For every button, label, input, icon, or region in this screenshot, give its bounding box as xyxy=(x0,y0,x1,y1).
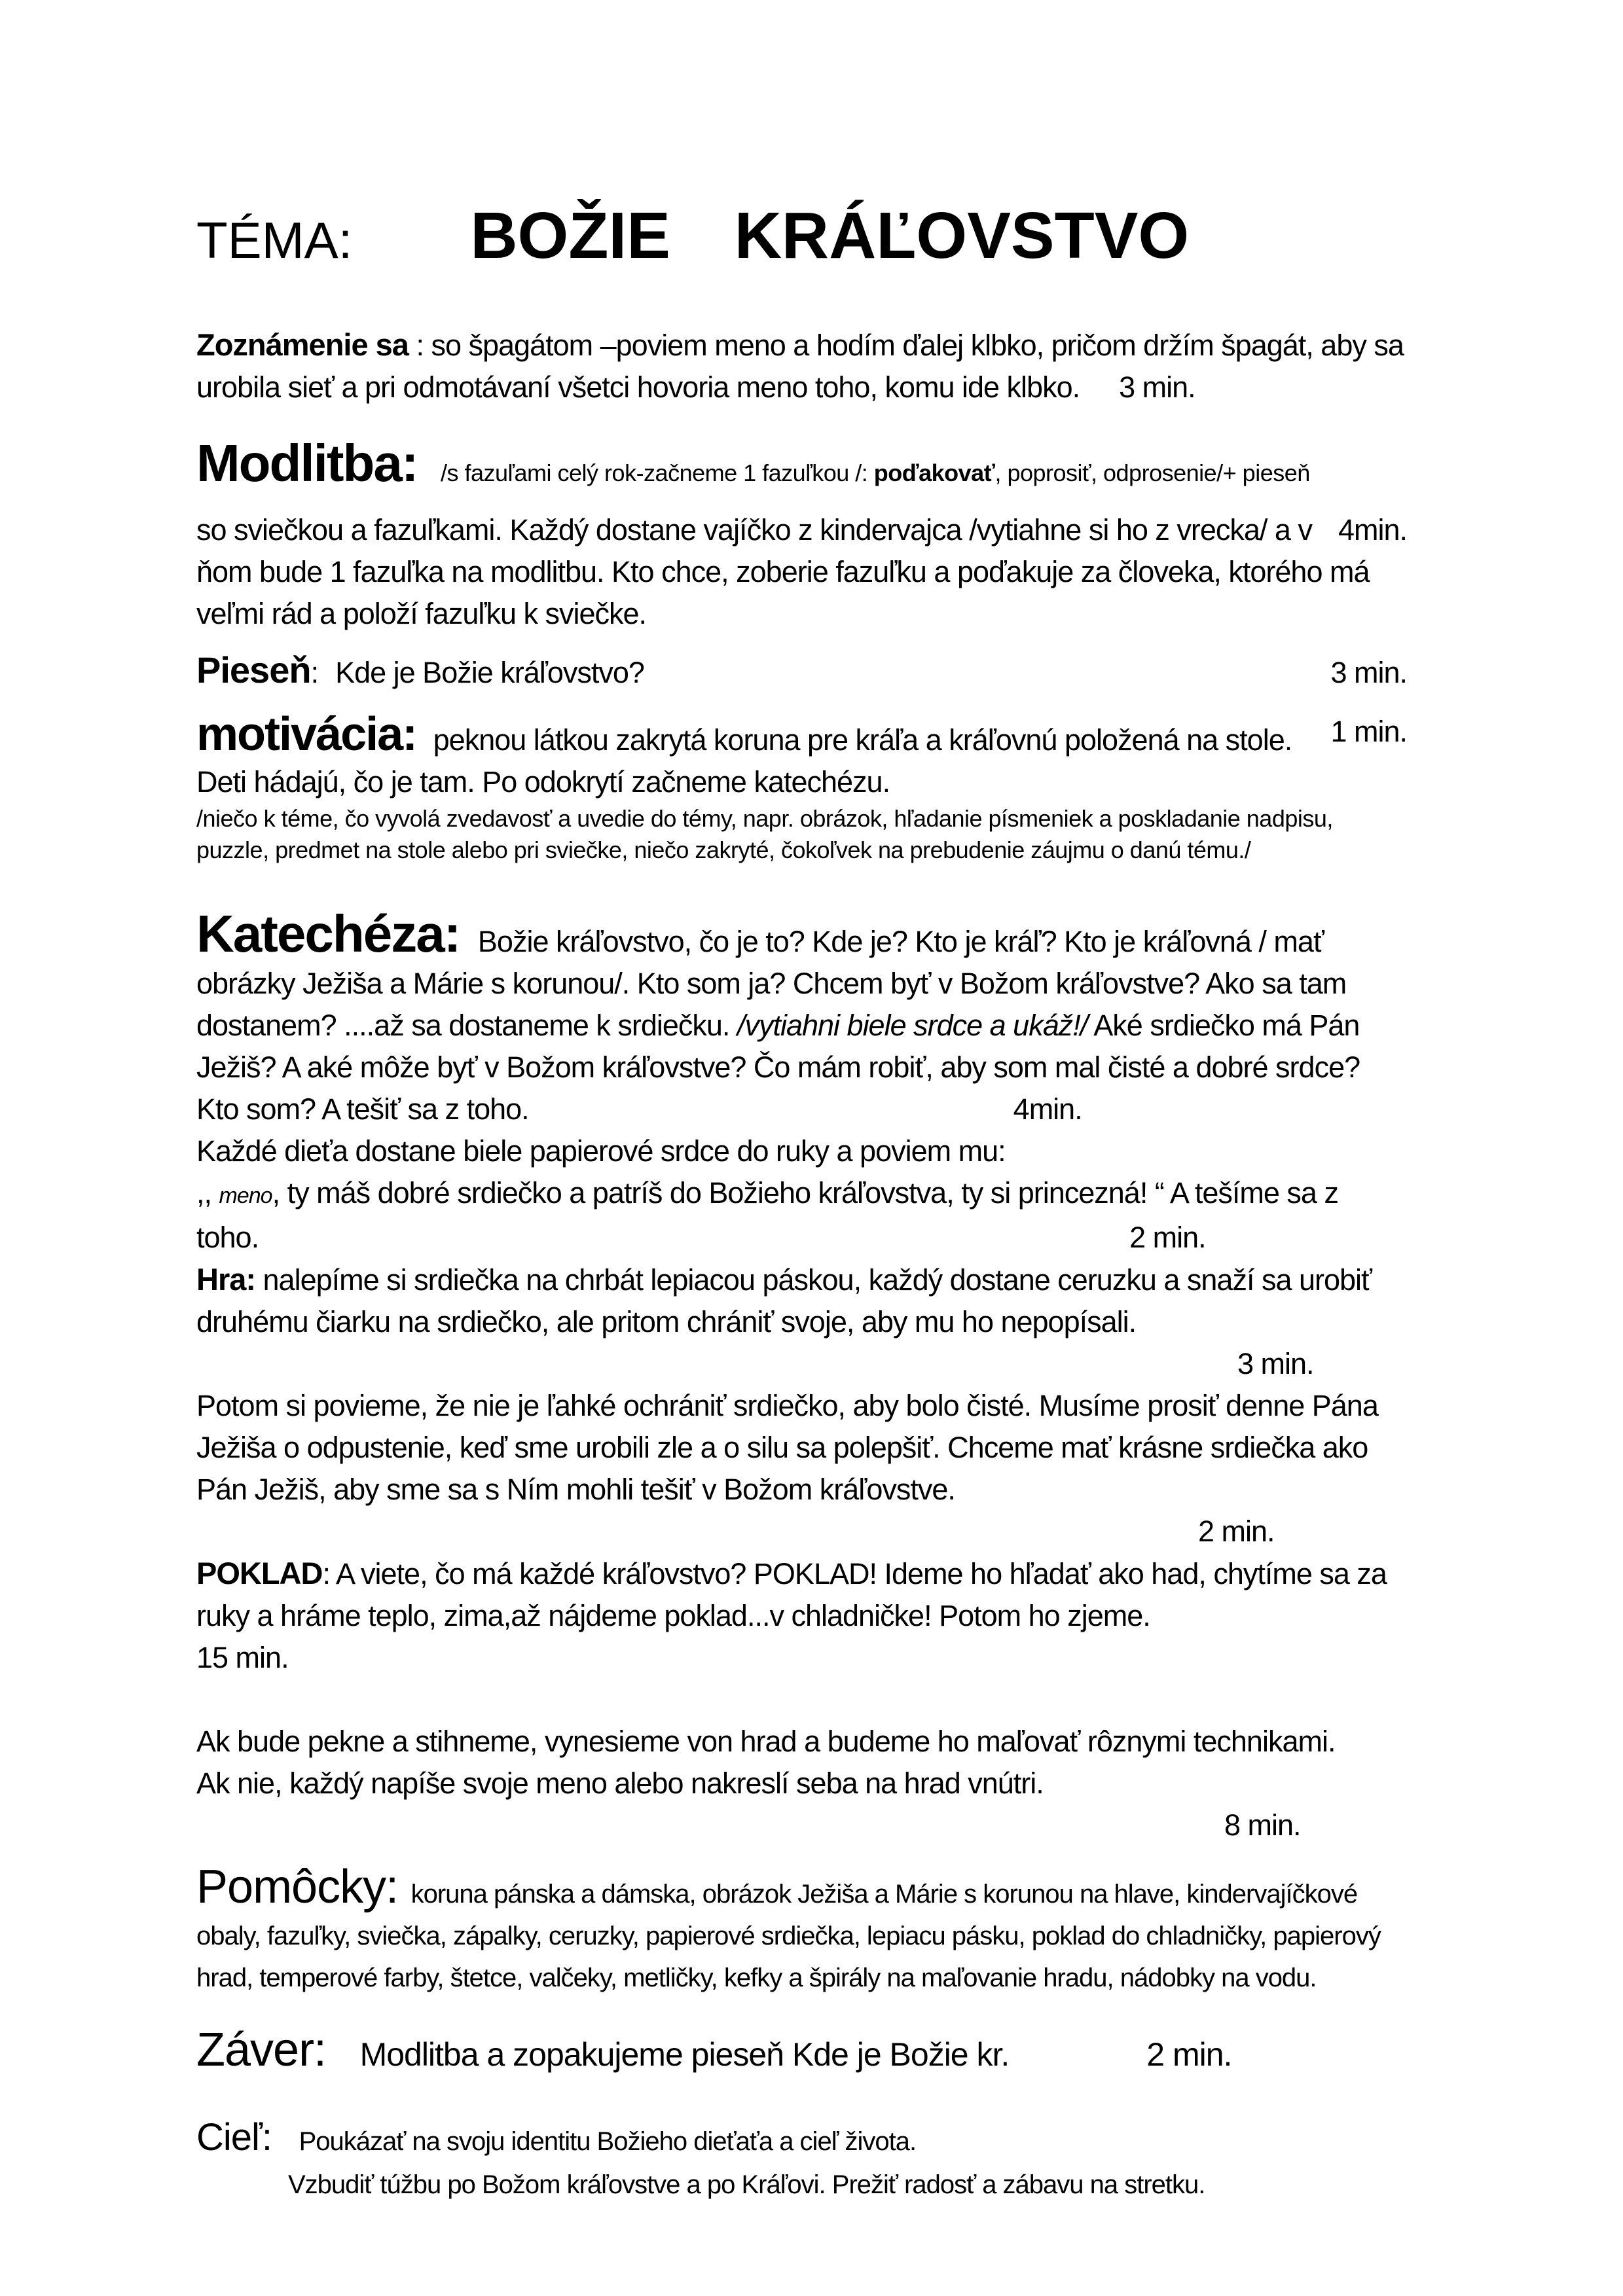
quote-last-word: toho. xyxy=(196,1221,259,1254)
motivacia-heading: motivácia: xyxy=(196,708,417,761)
katecheza-duration: 4min. xyxy=(1013,1092,1082,1126)
zaver-duration: 2 min. xyxy=(1146,2036,1232,2073)
potom-duration-line xyxy=(196,1511,1407,1552)
poklad-heading: POKLAD xyxy=(196,1556,323,1590)
potom-duration: 2 min. xyxy=(1198,1515,1275,1548)
poklad-body: : A viete, čo má každé kráľovstvo? POKLAD! Ideme ho hľadať ako had, chytíme sa za ruky a hráme teplo, zima,až nájdeme poklad...v chladničke! Potom ho zjeme. xyxy=(196,1557,1387,1632)
modlitba-note-pre: /s fazuľami celý rok-začneme 1 fazuľkou /: xyxy=(440,459,874,486)
section-hra xyxy=(196,1259,1407,1343)
katecheza-body-italic: /vytiahni biele srdce a ukáž!/ xyxy=(737,1009,1088,1042)
zoznamenie-separator: : xyxy=(408,329,431,362)
zaver-heading: Záver: xyxy=(196,2024,327,2076)
quote-meno-placeholder: meno xyxy=(219,1183,272,1208)
section-katecheza xyxy=(196,905,1407,1130)
section-ciel xyxy=(196,2116,1407,2206)
katecheza-line2-text: Každé dieťa dostane biele papierové srdce do ruky a poviem mu: xyxy=(196,1134,1006,1168)
katecheza-heading: Katechéza: xyxy=(196,905,460,963)
katecheza-body-1: Božie kráľovstvo, čo je to? Kde je? Kto je kráľ? Kto je kráľovná / mať obrázky Ježiša a Márie s korunou/. Kto som ja? Chcem byť v Božom kráľovstve? Ako sa tam dostanem? ....až sa dostaneme k srdiečku. xyxy=(196,925,1347,1042)
section-poklad xyxy=(196,1552,1407,1637)
pomocky-heading: Pomôcky: xyxy=(196,1861,399,1913)
ciel-line2: Vzbudiť túžbu po Božom kráľovstve a po Kráľovi. Prežiť radosť a zábavu na stretku. xyxy=(288,2170,1205,2199)
hra-duration: 3 min. xyxy=(1237,1347,1314,1380)
pomocky-body: koruna pánska a dámska, obrázok Ježiša a Márie s korunou na hlave, kindervajíčkové obaly, fazuľky, sviečka, zápalky, ceruzky, papierové srdiečka, lepiacu pásku, poklad do chladničky, papierový hrad, temperové farby, štetce, valčeky, metličky, kefky a špirály na maľovanie hradu, nádobky na vodu. xyxy=(196,1880,1381,1992)
ciel-heading: Cieľ: xyxy=(196,2116,272,2159)
katecheza-quote xyxy=(196,1172,1407,1217)
modlitba-note-post: , poprosiť, odprosenie/+ pieseň xyxy=(994,459,1310,486)
piesen-duration: 3 min. xyxy=(1330,656,1407,689)
quote-open-mark: ,, xyxy=(196,1176,219,1210)
piesen-body: Kde je Božie kráľovstvo? xyxy=(335,656,644,689)
section-potom xyxy=(196,1385,1407,1511)
section-motivacia xyxy=(196,708,1407,803)
hrad-duration-line xyxy=(196,1804,1407,1846)
hra-duration-line xyxy=(196,1343,1407,1385)
quote-rest: , ty máš dobré srdiečko a patríš do Božieho kráľovstva, ty si princezná! “ A tešíme sa z xyxy=(272,1176,1338,1210)
hrad-body-1: Ak bude pekne a stihneme, vynesieme von hrad a budeme ho maľovať rôznymi technikami. xyxy=(196,1725,1336,1758)
motivacia-note xyxy=(196,803,1407,866)
title-row xyxy=(196,199,1407,272)
tema-label: TÉMA: xyxy=(196,211,353,269)
modlitba-note-bold: poďakovať xyxy=(873,459,995,486)
hra-heading: Hra: xyxy=(196,1262,256,1297)
section-modlitba-heading xyxy=(196,434,1407,492)
motivacia-body: peknou látkou zakrytá koruna pre kráľa a kráľovnú položená na stole. Deti hádajú, čo je tam. Po odokrytí začneme katechézu. xyxy=(196,723,1292,798)
section-pomocky xyxy=(196,1863,1407,1998)
poklad-duration-line xyxy=(196,1637,1407,1679)
katecheza-quote-lastline xyxy=(196,1217,1407,1259)
piesen-heading: Pieseň xyxy=(196,649,311,691)
modlitba-body: so sviečkou a fazuľkami. Každý dostane vajíčko z kindervajca /vytiahne si ho z vrecka/ a v ňom bude 1 fazuľka na modlitbu. Kto chce, zoberie fazuľku a poďakuje za človeka, ktorého má veľmi rád a položí fazuľku k sviečke. xyxy=(196,513,1370,630)
page-title: BOŽIE KRÁĽOVSTVO xyxy=(470,199,1190,272)
section-piesen xyxy=(196,649,1407,694)
section-zoznamenie xyxy=(196,324,1407,408)
modlitba-heading: Modlitba: xyxy=(196,434,418,492)
zoznamenie-body: so špagátom –poviem meno a hodím ďalej klbko, pričom držím špagát, aby sa urobila sieť a pri odmotávaní všetci hovoria meno toho, komu ide klbko. xyxy=(196,329,1404,404)
potom-body: Potom si povieme, že nie je ľahké ochrániť srdiečko, aby bolo čisté. Musíme prosiť denne Pána Ježiša o odpustenie, keď sme urobili zle a o silu sa polepšiť. Chceme mať krásne srdiečka ako Pán Ježiš, aby sme sa s Ním mohli tešiť v Božom kráľovstve. xyxy=(196,1389,1378,1506)
zoznamenie-duration: 3 min. xyxy=(1119,370,1195,404)
piesen-colon: : xyxy=(310,656,319,689)
hrad-duration: 8 min. xyxy=(1224,1808,1301,1842)
hrad-body-2: Ak nie, každý napíše svoje meno alebo nakreslí seba na hrad vnútri. xyxy=(196,1767,1044,1800)
zaver-body: Modlitba a zopakujeme pieseň Kde je Božie kr. xyxy=(359,2036,1010,2073)
modlitba-duration: 4min. xyxy=(1338,513,1407,547)
katecheza-quote-duration: 2 min. xyxy=(1129,1221,1206,1254)
hra-body: nalepíme si srdiečka na chrbát lepiacou páskou, každý dostane ceruzku a snaží sa urobiť druhému čiarku na srdiečko, ale pritom chrániť svoje, aby mu ho nepopísali. xyxy=(196,1263,1372,1338)
section-modlitba-body xyxy=(196,509,1407,635)
motivacia-note-text: /niečo k téme, čo vyvolá zvedavosť a uvedie do témy, napr. obrázok, hľadanie písmeniek a poskladanie nadpisu, puzzle, predmet na stole alebo pri sviečke, niečo zakryté, čokoľvek na prebudenie záujmu o danú tému./ xyxy=(196,805,1333,863)
section-zaver xyxy=(196,2026,1407,2077)
section-hrad xyxy=(196,1721,1407,1804)
ciel-line1: Poukázať na svoju identitu Božieho dieťaťa a cieľ života. xyxy=(299,2127,917,2156)
motivacia-duration: 1 min. xyxy=(1330,715,1407,748)
poklad-duration: 15 min. xyxy=(196,1641,289,1674)
zoznamenie-heading: Zoznámenie sa xyxy=(196,327,409,362)
katecheza-body-2: Aké srdiečko má Pán Ježiš? A aké môže byť v Božom kráľovstve? Čo mám robiť, aby som mal čisté a dobré srdce? Kto som? A tešiť sa z toho. xyxy=(196,1009,1360,1126)
katecheza-line2 xyxy=(196,1130,1407,1172)
